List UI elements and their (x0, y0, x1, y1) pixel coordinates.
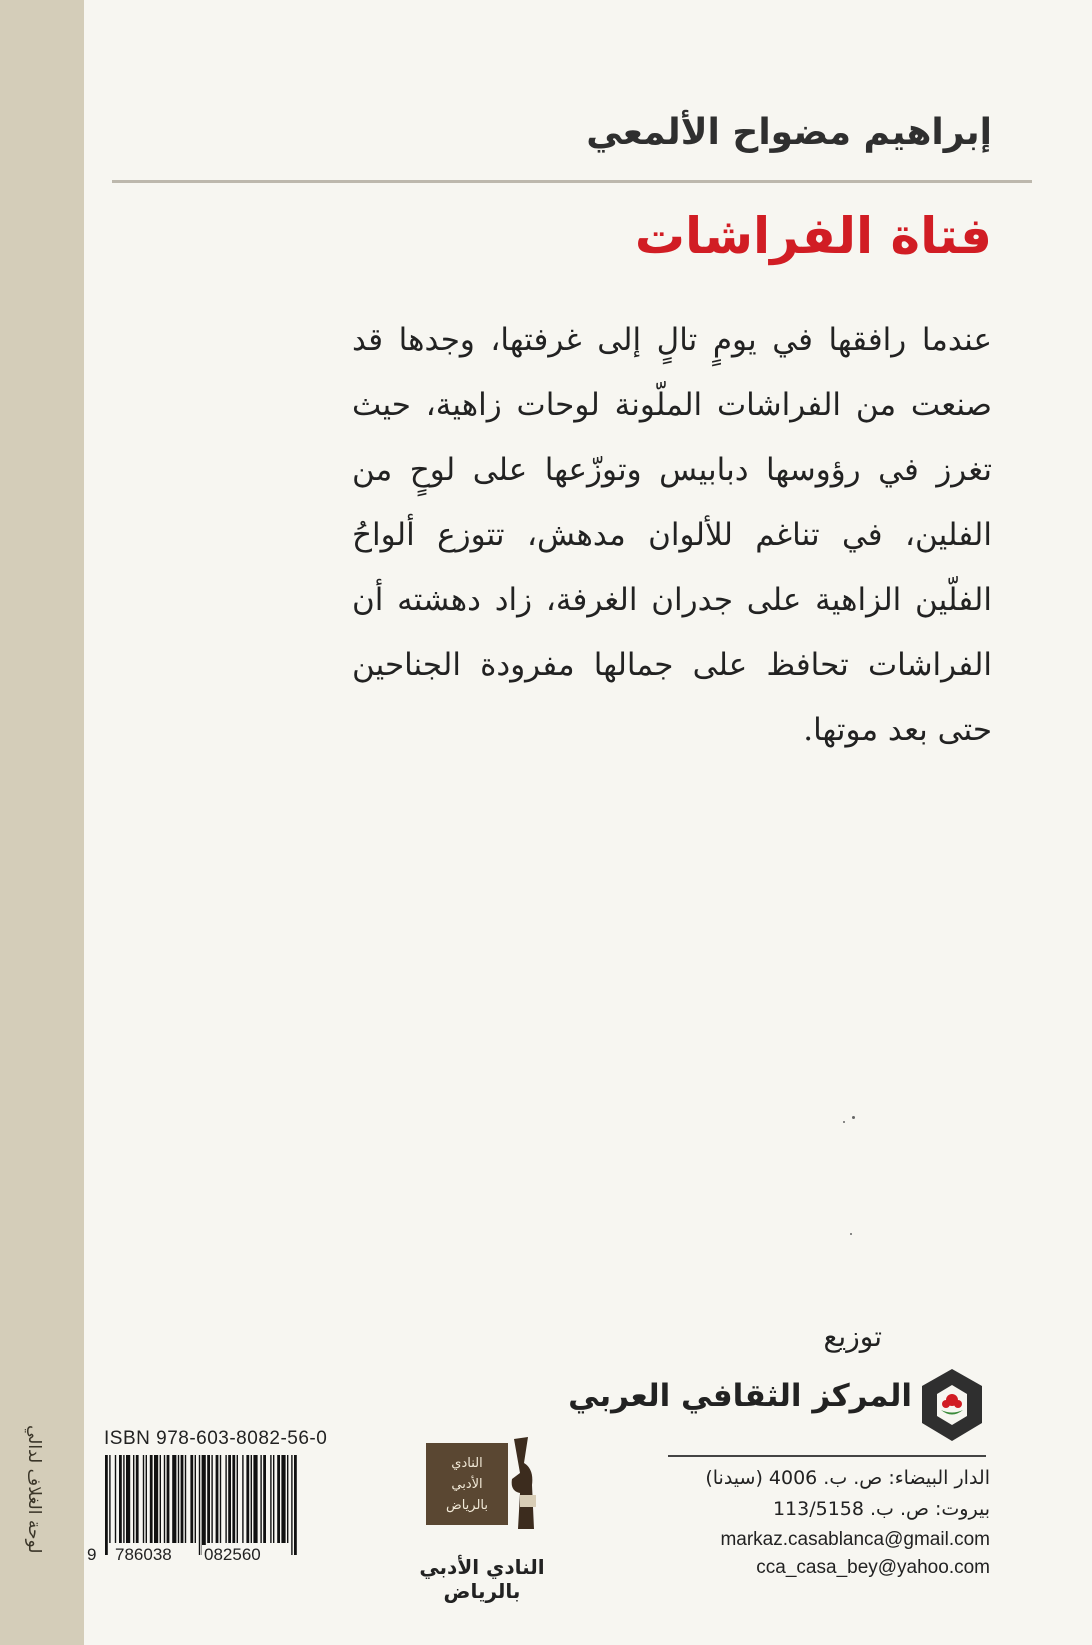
club-logo-line-3: بالرياض (445, 1498, 489, 1513)
cover-credit: لوحة الغلاف لدالي (24, 1425, 44, 1554)
distribution-label: توزيع (823, 1320, 882, 1353)
header-divider (112, 180, 1032, 183)
publisher-divider (668, 1455, 986, 1457)
print-speck (850, 1233, 852, 1235)
literary-club-logo-icon (422, 1433, 542, 1533)
author-name: إبراهيم مضواح الألمعي (586, 112, 992, 153)
isbn-barcode (103, 1455, 297, 1555)
barcode-digit-first: 9 (87, 1545, 97, 1564)
club-logo-line-1: النادي (451, 1456, 483, 1471)
isbn-number: ISBN 978-603-8082-56-0 (104, 1428, 328, 1449)
blurb-text: عندما رافقها في يومٍ تالٍ إلى غرفتها، وجدها قد صنعت من الفراشات الملّونة لوحات زاهية، حيث تغرز في رؤوسها دبابيس وتوزّعها على لوحٍ من الفلين، في تناغم للألوان مدهش، تتوزع ألواحُ الفلّين الزاهية على جدران الغرفة، زاد دهشته أن الفراشات تحافظ على جمالها مفرودة الجناحين حتى بعد موتها. (352, 322, 992, 748)
book-title: فتاة الفراشات (634, 207, 992, 265)
address-casablanca: الدار البيضاء: ص. ب. 4006 (سيدنا) (705, 1467, 990, 1489)
literary-club-name: النادي الأدبي بالرياض (419, 1555, 545, 1603)
barcode-digits-right: 082560 (204, 1545, 261, 1564)
print-speck (843, 1121, 845, 1123)
print-speck (852, 1116, 855, 1119)
spine-strip (0, 0, 84, 1645)
publisher-name: المركز الثقافي العربي (568, 1378, 912, 1414)
email-casablanca: markaz.casablanca@gmail.com (720, 1529, 990, 1550)
club-logo-line-2: الأدبي (451, 1477, 483, 1492)
publisher-logo-icon (918, 1367, 986, 1443)
barcode-digits-left: 786038 (115, 1545, 172, 1564)
address-beirut: بيروت: ص. ب. 113/5158 (772, 1498, 990, 1520)
email-beirut: cca_casa_bey@yahoo.com (756, 1557, 990, 1578)
